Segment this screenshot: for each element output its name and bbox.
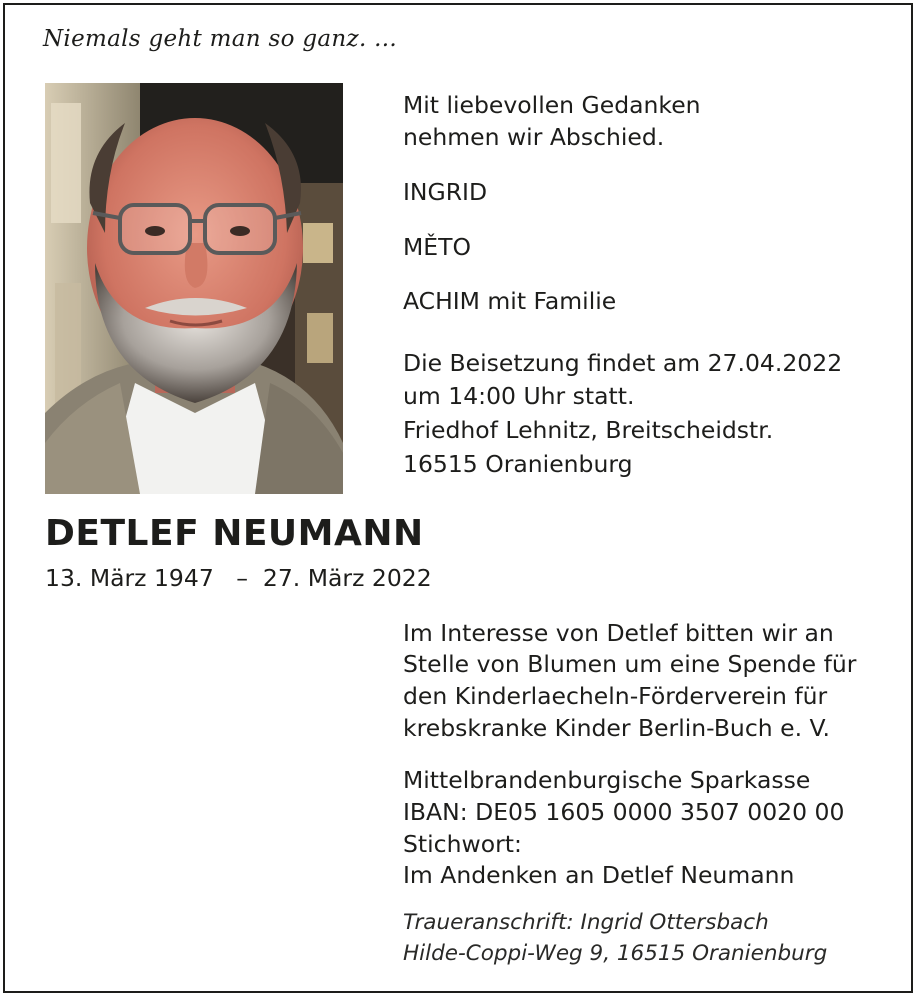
mourning-address-line: Hilde-Coppi-Weg 9, 16515 Oranienburg [403, 941, 828, 966]
iban: IBAN: DE05 1605 0000 3507 0020 00 [403, 798, 845, 826]
portrait-illustration [45, 83, 343, 494]
message-line: nehmen wir Abschied. [403, 123, 665, 151]
burial-info-line: Friedhof Lehnitz, Breitscheidstr. [403, 416, 774, 444]
donation-request-line: Im Interesse von Detlef bitten wir an [403, 619, 834, 647]
deceased-name: DETLEF NEUMANN [45, 513, 424, 554]
donation-request-line: krebskranke Kinder Berlin-Buch e. V. [403, 714, 831, 742]
mourner-name: INGRID [403, 178, 488, 206]
burial-info-line: um 14:00 Uhr statt. [403, 382, 635, 410]
donation-request-line: den Kinderlaecheln-Förderverein für [403, 682, 828, 710]
burial-info-line: Die Beisetzung findet am 27.04.2022 [403, 349, 843, 377]
bank-name: Mittelbrandenburgische Sparkasse [403, 766, 811, 794]
mourner-name: ACHIM mit Familie [403, 287, 617, 315]
donation-request-line: Stelle von Blumen um eine Spende für [403, 650, 857, 678]
life-dates: 13. März 1947 – 27. März 2022 [45, 564, 432, 592]
keyword-value: Im Andenken an Detlef Neumann [403, 861, 795, 889]
portrait-photo [45, 83, 343, 494]
motto: Niemals geht man so ganz. ... [43, 26, 398, 52]
message-line: Mit liebevollen Gedanken [403, 91, 701, 119]
mourner-name: MĚTO [403, 233, 471, 261]
keyword-label: Stichwort: [403, 830, 522, 858]
burial-info-line: 16515 Oranienburg [403, 450, 633, 478]
mourning-address-line: Traueranschrift: Ingrid Ottersbach [403, 910, 769, 935]
